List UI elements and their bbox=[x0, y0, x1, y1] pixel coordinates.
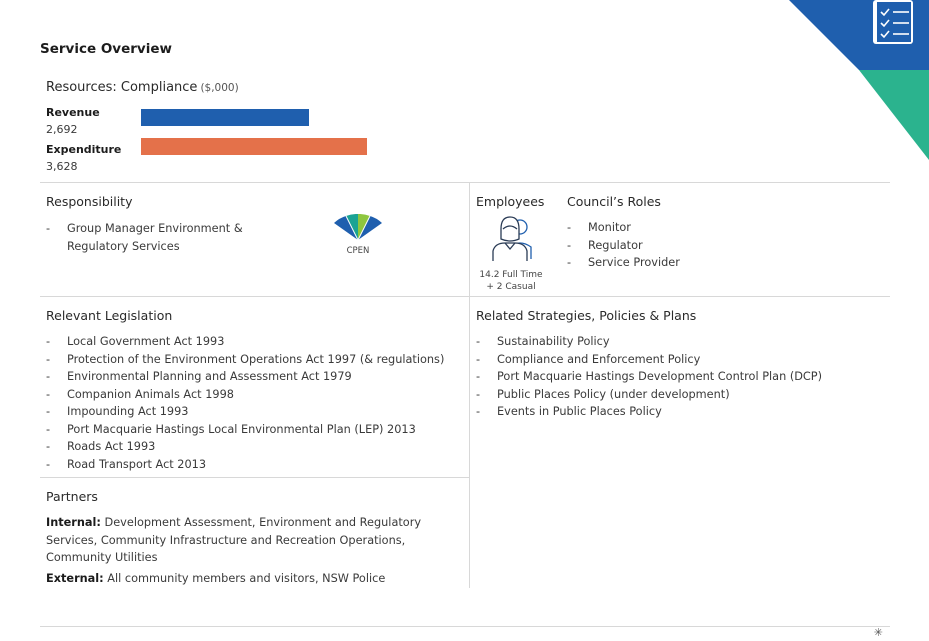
divider bbox=[40, 626, 890, 627]
strategies-title: Related Strategies, Policies & Plans bbox=[476, 308, 697, 323]
expenditure-bar bbox=[141, 138, 367, 155]
cpen-label: CPEN bbox=[346, 246, 370, 256]
corner-decoration bbox=[789, 0, 929, 160]
strategies-list bbox=[476, 333, 822, 421]
resources-title bbox=[46, 80, 476, 95]
expenditure-value: 3,628 bbox=[46, 160, 78, 173]
cpen-badge bbox=[333, 214, 383, 256]
divider bbox=[40, 182, 890, 183]
revenue-label: Revenue bbox=[46, 106, 100, 119]
divider bbox=[40, 477, 470, 478]
legislation-list bbox=[46, 333, 444, 473]
revenue-bar bbox=[141, 109, 309, 126]
employees-casual: + 2 Casual bbox=[486, 282, 536, 292]
partners-internal-label: Internal: bbox=[46, 516, 101, 529]
list-item: - Sustainability Policy bbox=[476, 333, 822, 351]
employees-full-time: 14.2 Full Time bbox=[479, 270, 543, 280]
resources-section bbox=[46, 80, 476, 180]
employees-count bbox=[474, 269, 548, 293]
roles-title: Council’s Roles bbox=[567, 194, 661, 209]
checklist-icon bbox=[873, 0, 913, 44]
page-title: Service Overview bbox=[40, 41, 172, 57]
revenue-value: 2,692 bbox=[46, 123, 78, 136]
dash: - bbox=[46, 222, 51, 235]
partners-title: Partners bbox=[46, 489, 98, 504]
responsibility-item-text: Group Manager Environment & Regulatory Services bbox=[67, 222, 243, 253]
cpen-fan-icon bbox=[333, 214, 383, 240]
resources-title-text: Resources: Compliance bbox=[46, 80, 198, 95]
employees-title: Employees bbox=[476, 194, 545, 209]
responsibility-item bbox=[46, 220, 286, 255]
list-item: - Events in Public Places Policy bbox=[476, 403, 822, 421]
resources-unit: ($,000) bbox=[200, 82, 239, 94]
partners-internal bbox=[46, 514, 456, 567]
expenditure-row bbox=[46, 143, 476, 180]
roles-list bbox=[567, 219, 680, 272]
responsibility-title: Responsibility bbox=[46, 194, 133, 209]
list-item: - Compliance and Enforcement Policy bbox=[476, 351, 822, 369]
list-item: - Port Macquarie Hastings Local Environmental Plan (LEP) 2013 bbox=[46, 421, 444, 439]
asterisk-icon: ✳ bbox=[873, 626, 883, 639]
partners-external-label: External: bbox=[46, 571, 104, 585]
list-item: - Public Places Policy (under development) bbox=[476, 386, 822, 404]
divider bbox=[469, 182, 470, 588]
partners-external bbox=[46, 570, 456, 588]
list-item: - Local Government Act 1993 bbox=[46, 333, 444, 351]
list-item: - Companion Animals Act 1998 bbox=[46, 386, 444, 404]
list-item: - Environmental Planning and Assessment Act 1979 bbox=[46, 368, 444, 386]
expenditure-label: Expenditure bbox=[46, 143, 122, 156]
list-item: - Regulator bbox=[567, 237, 680, 255]
list-item: - Port Macquarie Hastings Development Control Plan (DCP) bbox=[476, 368, 822, 386]
legislation-title: Relevant Legislation bbox=[46, 308, 173, 323]
list-item: - Monitor bbox=[567, 219, 680, 237]
list-item: - Roads Act 1993 bbox=[46, 438, 444, 456]
list-item: - Protection of the Environment Operations Act 1997 (& regulations) bbox=[46, 351, 444, 369]
employees-icon bbox=[489, 213, 537, 263]
list-item: - Impounding Act 1993 bbox=[46, 403, 444, 421]
partners-body bbox=[46, 514, 456, 587]
partners-internal-text: Development Assessment, Environment and Regulatory Services, Community Infrastructure and Recreation Operations, Community Utilities bbox=[46, 516, 422, 564]
partners-external-text: All community members and visitors, NSW Police bbox=[107, 571, 386, 585]
divider bbox=[40, 296, 890, 297]
list-item: - Service Provider bbox=[567, 254, 680, 272]
list-item: - Road Transport Act 2013 bbox=[46, 456, 444, 474]
